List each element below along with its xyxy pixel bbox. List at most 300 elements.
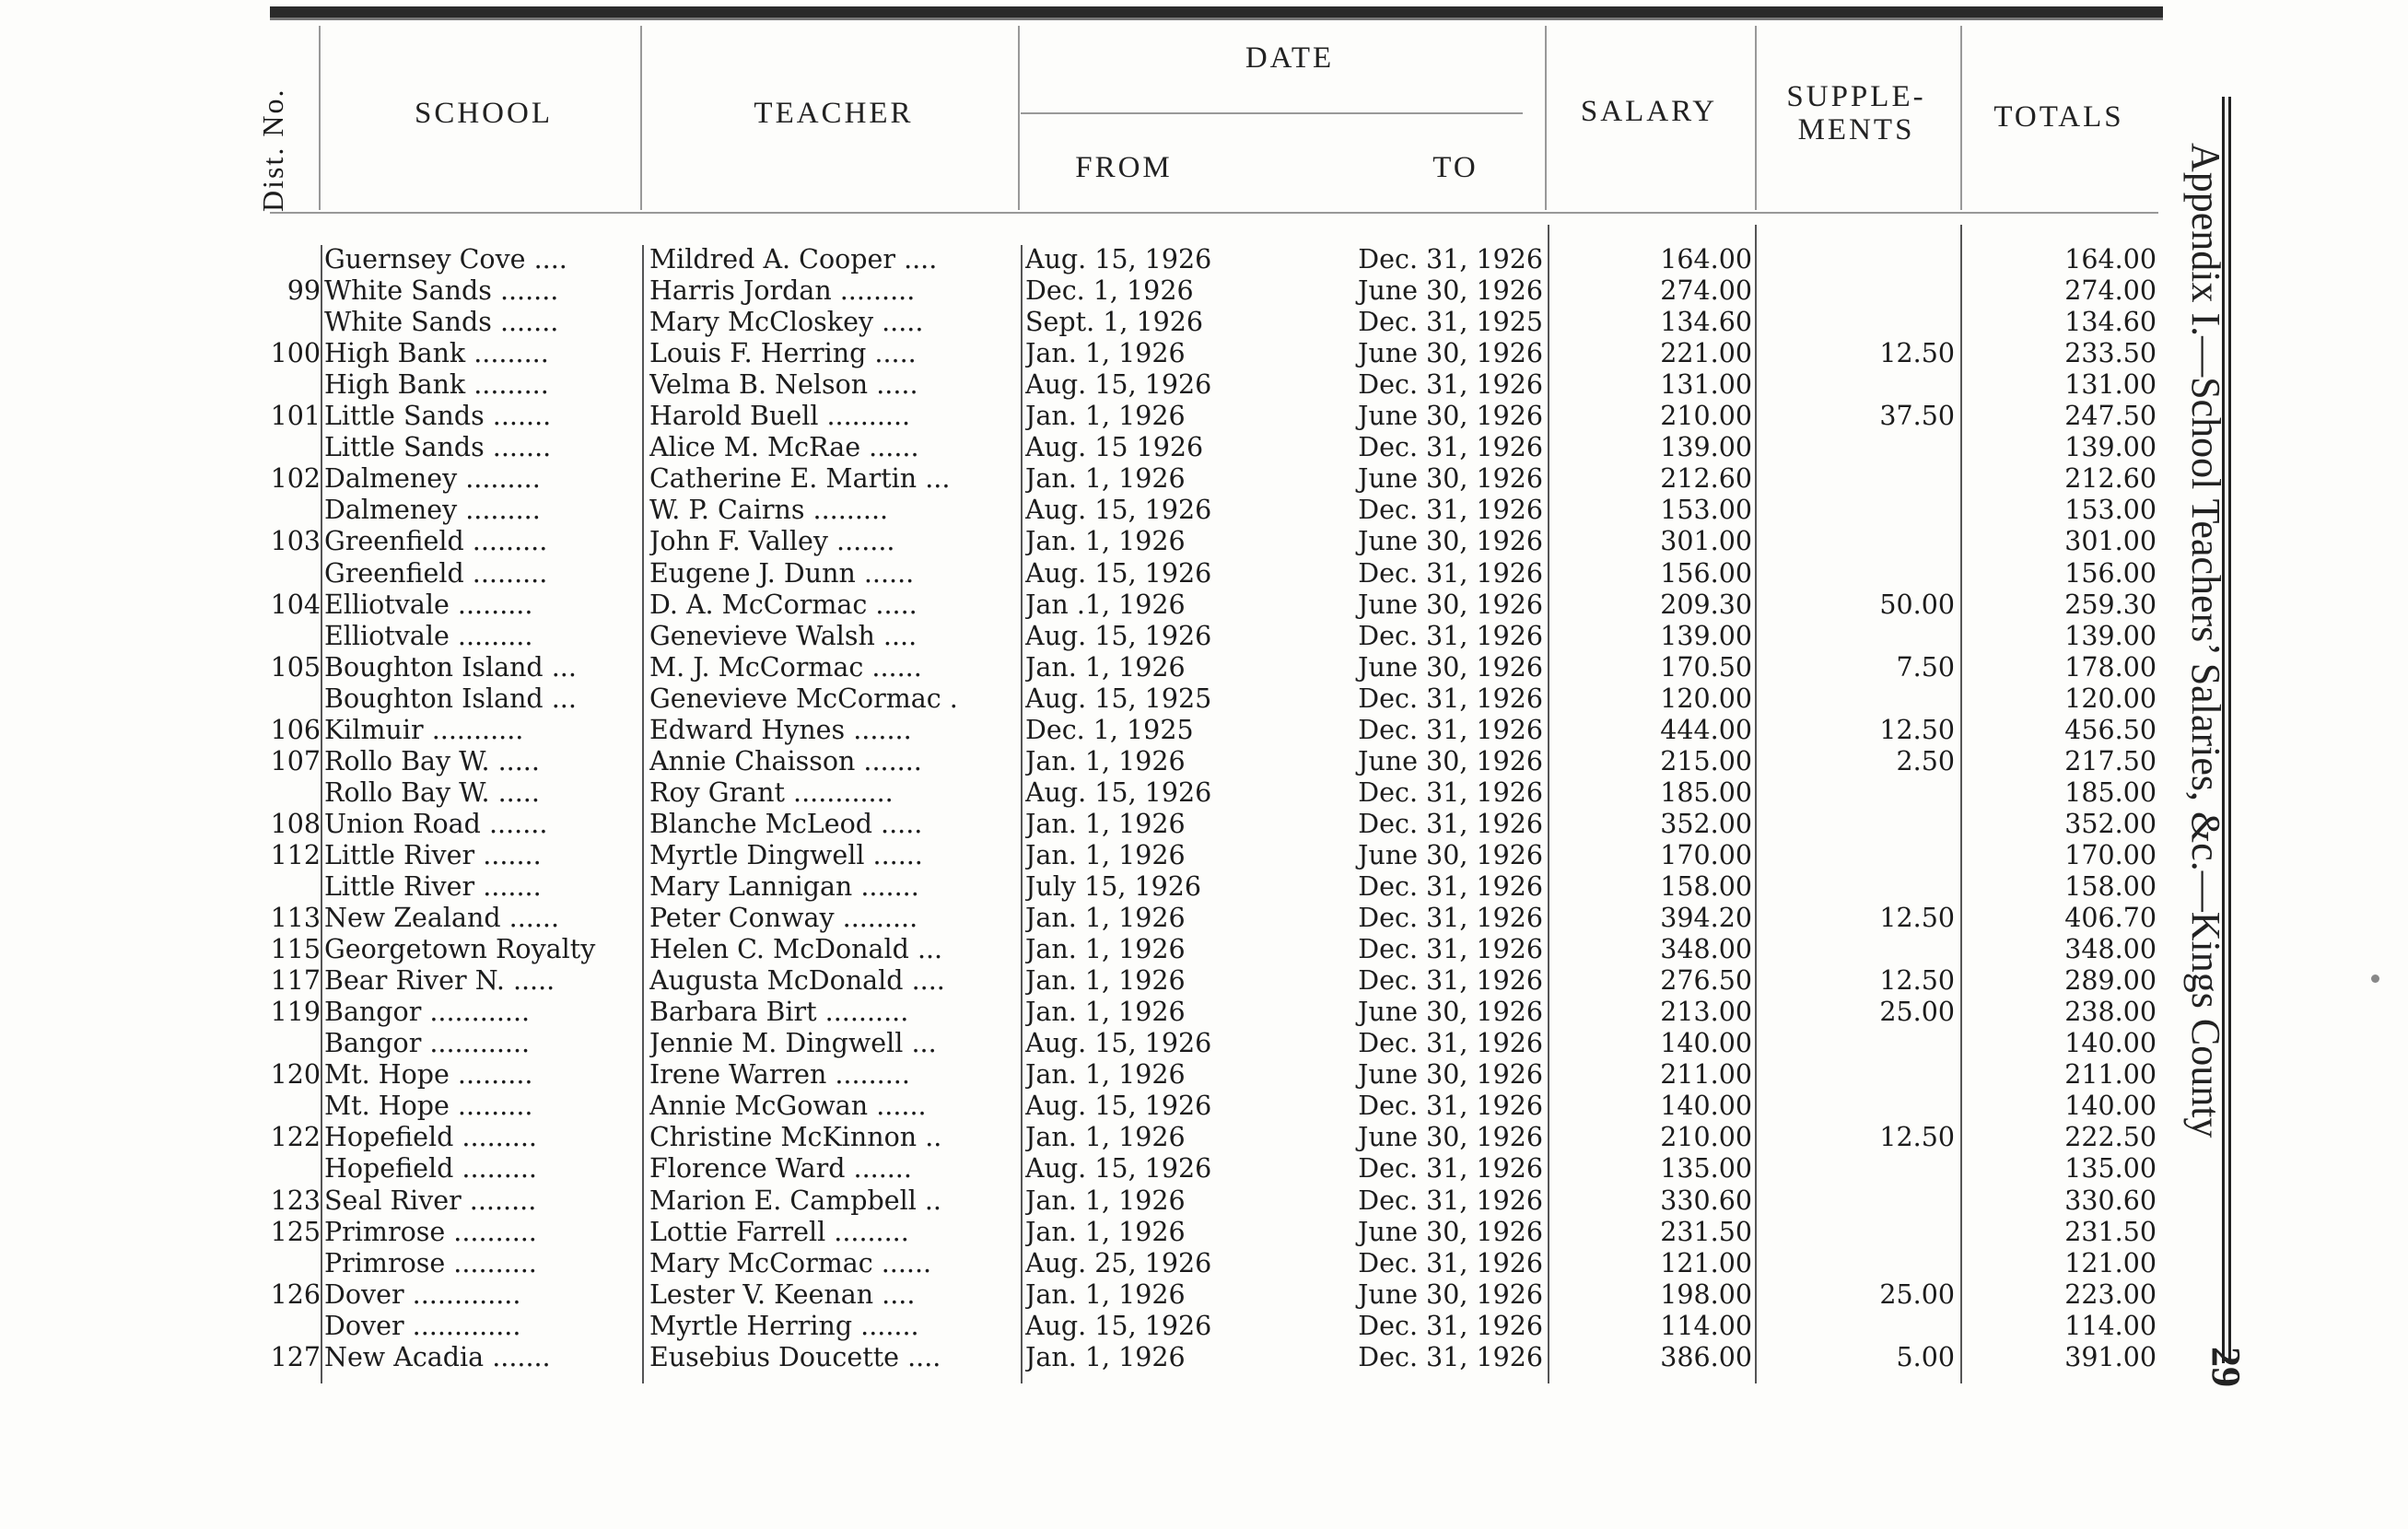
- salary-cell: 231.50: [1660, 1216, 1752, 1247]
- school-cell: Guernsey Cove ....: [324, 244, 567, 274]
- to-date-cell: June 30, 1926: [1358, 839, 1543, 870]
- to-date-cell: Dec. 31, 1926: [1358, 1310, 1543, 1341]
- from-date-cell: Jan. 1, 1926: [1025, 1216, 1186, 1247]
- dist-number-cell: 104: [270, 589, 321, 620]
- school-cell: Mt. Hope .........: [324, 1059, 533, 1091]
- table-row: [0, 1279, 2174, 1311]
- to-date-cell: Dec. 31, 1925: [1358, 307, 1543, 338]
- table-row: [0, 903, 2174, 934]
- to-date-cell: June 30, 1926: [1358, 745, 1543, 776]
- from-date-cell: Jan. 1, 1926: [1025, 934, 1186, 965]
- dist-number-cell: 126: [270, 1278, 321, 1310]
- table-row: [0, 1059, 2174, 1091]
- teacher-cell: Augusta McDonald ....: [649, 965, 945, 997]
- school-cell: Bear River N. .....: [324, 965, 555, 997]
- to-date-cell: Dec. 31, 1926: [1358, 1341, 1543, 1372]
- total-cell: 139.00: [2064, 432, 2157, 463]
- salary-cell: 121.00: [1660, 1247, 1752, 1278]
- table-row: [0, 526, 2174, 557]
- school-cell: Bangor ............: [324, 997, 531, 1028]
- to-date-cell: June 30, 1926: [1358, 1122, 1543, 1153]
- from-date-cell: Jan. 1, 1926: [1025, 463, 1186, 495]
- school-cell: Little River .......: [324, 871, 542, 902]
- from-date-cell: Jan .1, 1926: [1025, 589, 1186, 620]
- teacher-cell: Marion E. Campbell ..: [649, 1185, 941, 1216]
- teacher-cell: Louis F. Herring .....: [649, 338, 917, 369]
- salary-cell: 352.00: [1660, 808, 1752, 839]
- salary-cell: 135.00: [1660, 1153, 1752, 1185]
- salary-cell: 170.50: [1660, 651, 1752, 683]
- school-cell: New Zealand ......: [324, 903, 560, 934]
- from-date-cell: Aug. 15, 1925: [1025, 683, 1212, 714]
- salary-cell: 276.50: [1660, 965, 1752, 997]
- from-date-cell: Jan. 1, 1926: [1025, 997, 1186, 1028]
- table-row: [0, 809, 2174, 840]
- header-supplements-line2: MENTS: [1797, 113, 1915, 146]
- total-cell: 170.00: [2064, 839, 2157, 870]
- header-to: TO: [1432, 151, 1479, 184]
- school-cell: Little Sands .......: [324, 401, 552, 432]
- salary-cell: 164.00: [1660, 244, 1752, 274]
- school-cell: Rollo Bay W. .....: [324, 776, 540, 808]
- teacher-cell: Christine McKinnon ..: [649, 1122, 942, 1153]
- from-date-cell: Jan. 1, 1926: [1025, 808, 1186, 839]
- header-divider: [1960, 26, 1962, 210]
- total-cell: 140.00: [2064, 1028, 2157, 1059]
- supplements-cell: 2.50: [1896, 745, 1955, 776]
- salary-cell: 140.00: [1660, 1091, 1752, 1122]
- from-date-cell: Aug. 15, 1926: [1025, 1153, 1212, 1185]
- teacher-cell: Mildred A. Cooper ....: [649, 244, 938, 274]
- header-divider: [1545, 26, 1547, 210]
- to-date-cell: Dec. 31, 1926: [1358, 620, 1543, 651]
- school-cell: Dover .............: [324, 1278, 521, 1310]
- total-cell: 114.00: [2064, 1310, 2157, 1341]
- school-cell: Primrose ..........: [324, 1216, 537, 1247]
- salary-cell: 212.60: [1660, 463, 1752, 495]
- school-cell: White Sands .......: [324, 307, 559, 338]
- table-row: [0, 621, 2174, 652]
- teacher-cell: Mary Lannigan .......: [649, 871, 919, 902]
- salary-cell: 211.00: [1660, 1059, 1752, 1091]
- teacher-cell: Mary McCormac ......: [649, 1247, 932, 1278]
- teacher-cell: Edward Hynes .......: [649, 714, 912, 745]
- header-date: DATE: [1245, 41, 1335, 75]
- supplements-cell: 12.50: [1879, 1122, 1955, 1153]
- total-cell: 158.00: [2064, 871, 2157, 902]
- teacher-cell: Mary McCloskey .....: [649, 307, 924, 338]
- table-row: [0, 1091, 2174, 1122]
- header-divider: [319, 26, 321, 210]
- dist-number-cell: 105: [270, 651, 321, 683]
- school-cell: Elliotvale .........: [324, 589, 533, 620]
- dist-number-cell: 113: [270, 903, 321, 934]
- from-date-cell: Jan. 1, 1926: [1025, 1185, 1186, 1216]
- table-row: [0, 1342, 2174, 1373]
- from-date-cell: Jan. 1, 1926: [1025, 839, 1186, 870]
- salary-cell: 114.00: [1660, 1310, 1752, 1341]
- header-divider: [1755, 26, 1757, 210]
- from-date-cell: Aug. 15, 1926: [1025, 620, 1212, 651]
- salary-cell: 139.00: [1660, 620, 1752, 651]
- header-from: FROM: [1075, 151, 1173, 184]
- salary-cell: 131.00: [1660, 369, 1752, 401]
- to-date-cell: June 30, 1926: [1358, 651, 1543, 683]
- salary-cell: 210.00: [1660, 401, 1752, 432]
- from-date-cell: Aug. 25, 1926: [1025, 1247, 1212, 1278]
- supplements-cell: 50.00: [1879, 589, 1955, 620]
- header-school: SCHOOL: [414, 97, 554, 130]
- teacher-cell: Jennie M. Dingwell ...: [649, 1028, 937, 1059]
- from-date-cell: Aug. 15, 1926: [1025, 369, 1212, 401]
- dist-number-cell: 120: [270, 1059, 321, 1091]
- school-cell: Bangor ............: [324, 1028, 531, 1059]
- to-date-cell: Dec. 31, 1926: [1358, 244, 1543, 274]
- table-row: [0, 1217, 2174, 1248]
- table-row: [0, 558, 2174, 589]
- total-cell: 134.60: [2064, 307, 2157, 338]
- teacher-cell: Florence Ward .......: [649, 1153, 912, 1185]
- salary-cell: 153.00: [1660, 495, 1752, 526]
- table-row: [0, 871, 2174, 903]
- school-cell: Rollo Bay W. .....: [324, 745, 540, 776]
- dist-number-cell: 112: [270, 839, 321, 870]
- teacher-cell: Eugene J. Dunn ......: [649, 557, 915, 589]
- total-cell: 223.00: [2064, 1278, 2157, 1310]
- teacher-cell: Catherine E. Martin ...: [649, 463, 951, 495]
- salary-cell: 156.00: [1660, 557, 1752, 589]
- to-date-cell: Dec. 31, 1926: [1358, 903, 1543, 934]
- header-teacher: TEACHER: [754, 97, 914, 130]
- salary-cell: 170.00: [1660, 839, 1752, 870]
- teacher-cell: Alice M. McRae ......: [649, 432, 919, 463]
- to-date-cell: Dec. 31, 1926: [1358, 871, 1543, 902]
- to-date-cell: June 30, 1926: [1358, 526, 1543, 557]
- supplements-cell: 12.50: [1879, 903, 1955, 934]
- table-row: [0, 840, 2174, 871]
- table-row: [0, 401, 2174, 432]
- dist-number-cell: 103: [270, 526, 321, 557]
- supplements-cell: 25.00: [1879, 997, 1955, 1028]
- teacher-cell: W. P. Cairns .........: [649, 495, 889, 526]
- total-cell: 238.00: [2064, 997, 2157, 1028]
- to-date-cell: Dec. 31, 1926: [1358, 1185, 1543, 1216]
- from-date-cell: Dec. 1, 1926: [1025, 275, 1194, 307]
- from-date-cell: Jan. 1, 1926: [1025, 651, 1186, 683]
- table-row: [0, 432, 2174, 463]
- table-row: [0, 683, 2174, 715]
- dist-number-cell: 102: [270, 463, 321, 495]
- total-cell: 140.00: [2064, 1091, 2157, 1122]
- teacher-cell: John F. Valley .......: [649, 526, 895, 557]
- top-rule: [270, 6, 2163, 20]
- salary-cell: 209.30: [1660, 589, 1752, 620]
- to-date-cell: Dec. 31, 1926: [1358, 965, 1543, 997]
- salary-cell: 221.00: [1660, 338, 1752, 369]
- salary-cell: 394.20: [1660, 903, 1752, 934]
- total-cell: 211.00: [2064, 1059, 2157, 1091]
- teacher-cell: Harris Jordan .........: [649, 275, 916, 307]
- from-date-cell: Jan. 1, 1926: [1025, 903, 1186, 934]
- from-date-cell: July 15, 1926: [1025, 871, 1201, 902]
- header-dist-no: Dist. No.: [256, 88, 289, 212]
- school-cell: High Bank .........: [324, 338, 549, 369]
- school-cell: Boughton Island ...: [324, 683, 577, 714]
- table-row: [0, 495, 2174, 526]
- teacher-cell: M. J. McCormac ......: [649, 651, 922, 683]
- to-date-cell: June 30, 1926: [1358, 1278, 1543, 1310]
- school-cell: Greenfield .........: [324, 557, 548, 589]
- teacher-cell: Irene Warren .........: [649, 1059, 910, 1091]
- total-cell: 120.00: [2064, 683, 2157, 714]
- to-date-cell: Dec. 31, 1926: [1358, 1247, 1543, 1278]
- dist-number-cell: 115: [270, 934, 321, 965]
- to-date-cell: Dec. 31, 1926: [1358, 432, 1543, 463]
- total-cell: 233.50: [2064, 338, 2157, 369]
- table-row: [0, 965, 2174, 997]
- to-date-cell: June 30, 1926: [1358, 1216, 1543, 1247]
- salary-cell: 140.00: [1660, 1028, 1752, 1059]
- from-date-cell: Aug. 15 1926: [1025, 432, 1204, 463]
- to-date-cell: Dec. 31, 1926: [1358, 1091, 1543, 1122]
- table-row: [0, 652, 2174, 683]
- dist-number-cell: 106: [270, 714, 321, 745]
- dist-number-cell: 100: [270, 338, 321, 369]
- salary-cell: 120.00: [1660, 683, 1752, 714]
- dist-number-cell: 99: [286, 275, 321, 307]
- teacher-cell: Myrtle Herring .......: [649, 1310, 919, 1341]
- table-row: [0, 1028, 2174, 1059]
- from-date-cell: Aug. 15, 1926: [1025, 1091, 1212, 1122]
- school-cell: Seal River ........: [324, 1185, 537, 1216]
- salary-cell: 301.00: [1660, 526, 1752, 557]
- supplements-cell: 12.50: [1879, 714, 1955, 745]
- dist-number-cell: 108: [270, 808, 321, 839]
- total-cell: 301.00: [2064, 526, 2157, 557]
- header-supplements-line1: SUPPLE-: [1786, 80, 1926, 113]
- school-cell: Kilmuir ...........: [324, 714, 524, 745]
- supplements-cell: 5.00: [1896, 1341, 1955, 1372]
- date-subheader-rule: [1021, 112, 1523, 114]
- from-date-cell: Jan. 1, 1926: [1025, 338, 1186, 369]
- salary-cell: 444.00: [1660, 714, 1752, 745]
- total-cell: 178.00: [2064, 651, 2157, 683]
- teacher-cell: Genevieve Walsh ....: [649, 620, 918, 651]
- total-cell: 456.50: [2064, 714, 2157, 745]
- school-cell: Union Road .......: [324, 808, 548, 839]
- table-row: [0, 746, 2174, 777]
- total-cell: 330.60: [2064, 1185, 2157, 1216]
- from-date-cell: Jan. 1, 1926: [1025, 1122, 1186, 1153]
- from-date-cell: Aug. 15, 1926: [1025, 495, 1212, 526]
- teacher-cell: Lester V. Keenan ....: [649, 1278, 916, 1310]
- to-date-cell: Dec. 31, 1926: [1358, 1028, 1543, 1059]
- from-date-cell: Jan. 1, 1926: [1025, 401, 1186, 432]
- table-row: [0, 1122, 2174, 1153]
- total-cell: 156.00: [2064, 557, 2157, 589]
- salary-cell: 386.00: [1660, 1341, 1752, 1372]
- to-date-cell: June 30, 1926: [1358, 1059, 1543, 1091]
- salary-cell: 134.60: [1660, 307, 1752, 338]
- dist-number-cell: 127: [270, 1341, 321, 1372]
- supplements-cell: 12.50: [1879, 338, 1955, 369]
- header-totals: TOTALS: [1993, 100, 2124, 134]
- table-row: [0, 463, 2174, 495]
- table-row: [0, 777, 2174, 809]
- school-cell: Boughton Island ...: [324, 651, 577, 683]
- to-date-cell: June 30, 1926: [1358, 997, 1543, 1028]
- total-cell: 185.00: [2064, 776, 2157, 808]
- school-cell: New Acadia .......: [324, 1341, 551, 1372]
- total-cell: 222.50: [2064, 1122, 2157, 1153]
- school-cell: Elliotvale .........: [324, 620, 533, 651]
- teacher-cell: Harold Buell ..........: [649, 401, 911, 432]
- side-title: Appendix I.—School Teachers’ Salaries, &c.—Kings County: [2183, 143, 2228, 1138]
- supplements-cell: 12.50: [1879, 965, 1955, 997]
- teacher-cell: Myrtle Dingwell ......: [649, 839, 923, 870]
- school-cell: Dover .............: [324, 1310, 521, 1341]
- from-date-cell: Jan. 1, 1926: [1025, 745, 1186, 776]
- salary-cell: 348.00: [1660, 934, 1752, 965]
- teacher-cell: D. A. McCormac .....: [649, 589, 918, 620]
- total-cell: 121.00: [2064, 1247, 2157, 1278]
- dist-number-cell: 125: [270, 1216, 321, 1247]
- teacher-cell: Genevieve McCormac .: [649, 683, 958, 714]
- to-date-cell: June 30, 1926: [1358, 275, 1543, 307]
- school-cell: Georgetown Royalty: [324, 934, 596, 965]
- to-date-cell: Dec. 31, 1926: [1358, 934, 1543, 965]
- to-date-cell: June 30, 1926: [1358, 338, 1543, 369]
- table-row: [0, 275, 2174, 307]
- supplements-cell: 7.50: [1896, 651, 1955, 683]
- total-cell: 289.00: [2064, 965, 2157, 997]
- total-cell: 135.00: [2064, 1153, 2157, 1185]
- salary-cell: 158.00: [1660, 871, 1752, 902]
- dist-number-cell: 101: [270, 401, 321, 432]
- school-cell: Dalmeney .........: [324, 463, 541, 495]
- total-cell: 139.00: [2064, 620, 2157, 651]
- total-cell: 274.00: [2064, 275, 2157, 307]
- from-date-cell: Jan. 1, 1926: [1025, 526, 1186, 557]
- from-date-cell: Aug. 15, 1926: [1025, 557, 1212, 589]
- from-date-cell: Aug. 15, 1926: [1025, 776, 1212, 808]
- total-cell: 217.50: [2064, 745, 2157, 776]
- total-cell: 391.00: [2064, 1341, 2157, 1372]
- salary-cell: 210.00: [1660, 1122, 1752, 1153]
- dist-number-cell: 117: [270, 965, 321, 997]
- table-row: [0, 307, 2174, 338]
- table-row: [0, 1248, 2174, 1279]
- salary-cell: 185.00: [1660, 776, 1752, 808]
- to-date-cell: Dec. 31, 1926: [1358, 557, 1543, 589]
- header-salary: SALARY: [1580, 95, 1718, 128]
- teacher-cell: Helen C. McDonald ...: [649, 934, 943, 965]
- table-row: [0, 1311, 2174, 1342]
- school-cell: White Sands .......: [324, 275, 559, 307]
- from-date-cell: Aug. 15, 1926: [1025, 244, 1212, 274]
- total-cell: 164.00: [2064, 244, 2157, 274]
- table-row: [0, 715, 2174, 746]
- total-cell: 348.00: [2064, 934, 2157, 965]
- teacher-cell: Annie McGowan ......: [649, 1091, 927, 1122]
- salary-cell: 198.00: [1660, 1278, 1752, 1310]
- page-number: 29: [2203, 1347, 2249, 1387]
- table-row: [0, 1185, 2174, 1217]
- total-cell: 153.00: [2064, 495, 2157, 526]
- school-cell: Greenfield .........: [324, 526, 548, 557]
- from-date-cell: Jan. 1, 1926: [1025, 1059, 1186, 1091]
- supplements-cell: 37.50: [1879, 401, 1955, 432]
- school-cell: Hopefield .........: [324, 1153, 537, 1185]
- total-cell: 259.30: [2064, 589, 2157, 620]
- from-date-cell: Sept. 1, 1926: [1025, 307, 1203, 338]
- teacher-cell: Blanche McLeod .....: [649, 808, 923, 839]
- table-row: [0, 997, 2174, 1028]
- dist-number-cell: 107: [270, 745, 321, 776]
- header-divider: [640, 26, 642, 210]
- table-row: [0, 338, 2174, 369]
- dist-number-cell: 119: [270, 997, 321, 1028]
- salary-cell: 330.60: [1660, 1185, 1752, 1216]
- to-date-cell: Dec. 31, 1926: [1358, 808, 1543, 839]
- to-date-cell: Dec. 31, 1926: [1358, 1153, 1543, 1185]
- salary-cell: 139.00: [1660, 432, 1752, 463]
- school-cell: Little River .......: [324, 839, 542, 870]
- to-date-cell: June 30, 1926: [1358, 401, 1543, 432]
- school-cell: Mt. Hope .........: [324, 1091, 533, 1122]
- from-date-cell: Aug. 15, 1926: [1025, 1310, 1212, 1341]
- total-cell: 131.00: [2064, 369, 2157, 401]
- ink-spot: [2371, 975, 2379, 983]
- teacher-cell: Roy Grant ............: [649, 776, 894, 808]
- to-date-cell: June 30, 1926: [1358, 589, 1543, 620]
- table-row: [0, 1153, 2174, 1185]
- to-date-cell: Dec. 31, 1926: [1358, 369, 1543, 401]
- table-row: [0, 244, 2174, 275]
- to-date-cell: Dec. 31, 1926: [1358, 683, 1543, 714]
- teacher-cell: Annie Chaisson .......: [649, 745, 922, 776]
- to-date-cell: Dec. 31, 1926: [1358, 714, 1543, 745]
- salary-cell: 274.00: [1660, 275, 1752, 307]
- school-cell: Hopefield .........: [324, 1122, 537, 1153]
- teacher-cell: Velma B. Nelson .....: [649, 369, 918, 401]
- teacher-cell: Eusebius Doucette ....: [649, 1341, 941, 1372]
- school-cell: Little Sands .......: [324, 432, 552, 463]
- salary-cell: 213.00: [1660, 997, 1752, 1028]
- from-date-cell: Jan. 1, 1926: [1025, 965, 1186, 997]
- header-bottom-rule: [270, 212, 2158, 214]
- school-cell: Dalmeney .........: [324, 495, 541, 526]
- from-date-cell: Jan. 1, 1926: [1025, 1341, 1186, 1372]
- teacher-cell: Peter Conway .........: [649, 903, 918, 934]
- from-date-cell: Aug. 15, 1926: [1025, 1028, 1212, 1059]
- table-row: [0, 589, 2174, 621]
- total-cell: 406.70: [2064, 903, 2157, 934]
- school-cell: High Bank .........: [324, 369, 549, 401]
- from-date-cell: Jan. 1, 1926: [1025, 1278, 1186, 1310]
- dist-number-cell: 123: [270, 1185, 321, 1216]
- dist-number-cell: 122: [270, 1122, 321, 1153]
- total-cell: 212.60: [2064, 463, 2157, 495]
- from-date-cell: Dec. 1, 1925: [1025, 714, 1194, 745]
- to-date-cell: Dec. 31, 1926: [1358, 495, 1543, 526]
- to-date-cell: June 30, 1926: [1358, 463, 1543, 495]
- total-cell: 231.50: [2064, 1216, 2157, 1247]
- school-cell: Primrose ..........: [324, 1247, 537, 1278]
- table-row: [0, 369, 2174, 401]
- to-date-cell: Dec. 31, 1926: [1358, 776, 1543, 808]
- salary-cell: 215.00: [1660, 745, 1752, 776]
